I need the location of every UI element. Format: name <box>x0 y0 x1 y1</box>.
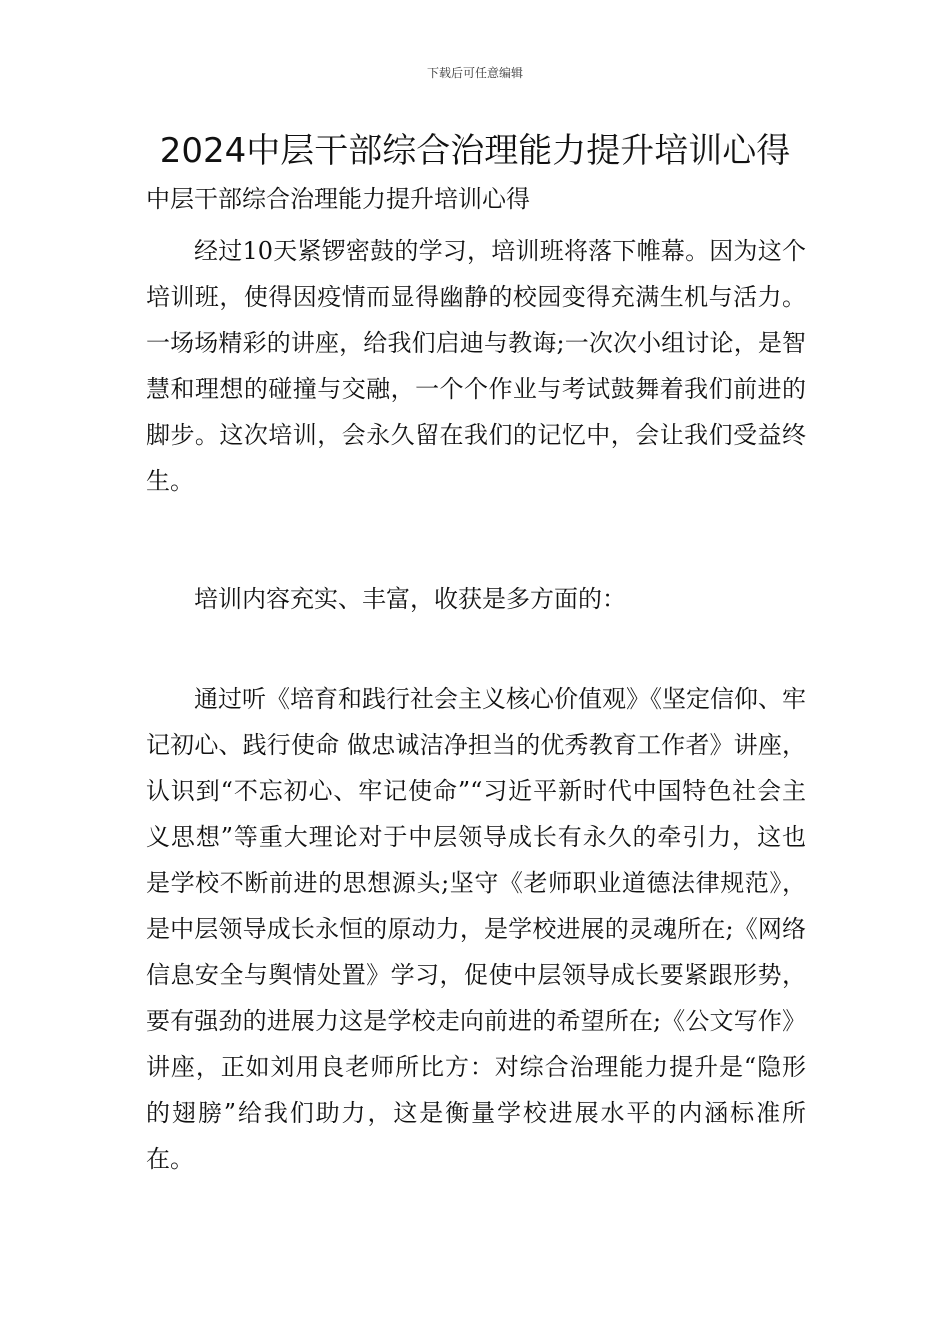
paragraph-content-summary: 培训内容充实、丰富，收获是多方面的： <box>194 585 626 613</box>
document-title: 2024中层干部综合治理能力提升培训心得 <box>159 131 791 171</box>
paragraph-lectures: 通过听《培育和践行社会主义核心价值观》《坚定信仰、牢记初心、践行使命 做忠诚洁净担当的优秀教育工作者》讲座，认识到“不忘初心、牢记使命”“习近平新时代中国特色社会主义思想”等重大理论对于中层领导成长有永久的牵引力，这也是学校不断前进的思想源头;坚守《老师职业道德法律规范》，是中层领导成长永恒的原动力，是学校进展的灵魂所在;《网络信息安全与舆情处置》学习，促使中层领导成长要紧跟形势，要有强劲的进展力这是学校走向前进的希望所在;《公文写作》讲座，正如刘用良老师所比方：对综合治理能力提升是“隐形的翅膀”给我们助力，这是衡量学校进展水平的内涵标准所在。 <box>146 685 806 1173</box>
header-note: 下载后可任意编辑 <box>426 66 523 80</box>
paragraph-intro: 经过10天紧锣密鼓的学习，培训班将落下帷幕。因为这个培训班，使得因疫情而显得幽静的校园变得充满生机与活力。一场场精彩的讲座，给我们启迪与教诲;一次次小组讨论，是智慧和理想的碰撞与交融，一个个作业与考试鼓舞着我们前进的脚步。这次培训，会永久留在我们的记忆中，会让我们受益终生。 <box>146 237 806 495</box>
document-subtitle: 中层干部综合治理能力提升培训心得 <box>146 185 530 213</box>
